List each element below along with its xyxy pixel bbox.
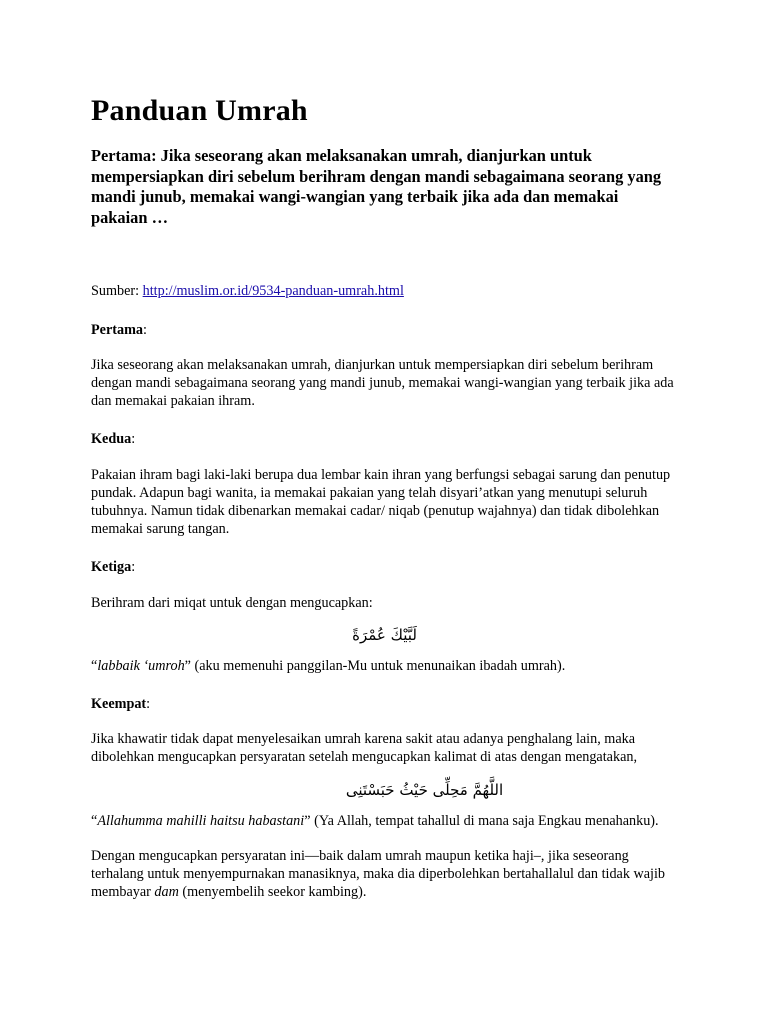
talbiyah-transliteration	[91, 657, 678, 675]
heading-colon: :	[131, 431, 136, 448]
section-text-keempat: Jika khawatir tidak dapat menyelesaikan umrah karena sakit atau adanya penghalang lain, maka dibolehkan mengucapkan persyaratan setelah mengucapkan kalimat di atas dengan mengatakan,	[91, 731, 638, 766]
condition-transliteration	[91, 812, 678, 830]
arabic-talbiyah: لَبَّيْكَ عُمْرَةً	[352, 625, 417, 644]
closing-text-end: (menyembelih seekor kambing).	[178, 884, 367, 901]
section-heading-ketiga	[91, 558, 678, 576]
section-heading-label: Ketiga	[91, 559, 132, 576]
section-heading-label: Pertama	[91, 321, 143, 338]
closing-italic-term: dam	[154, 884, 179, 901]
closing-text: Dengan mengucapkan persyaratan ini—baik dalam umrah maupun ketika haji–, jika seseorang terhalang untuk menyempurnakan manasiknya, maka dia diperbolehkan bertahallalul dan tidak wajib membayar	[91, 847, 666, 901]
heading-colon: :	[131, 559, 136, 576]
section-text-ketiga: Berihram dari miqat untuk dengan mengucapkan:	[91, 594, 373, 611]
open-quote: “	[91, 812, 98, 829]
translation-text: (Ya Allah, tempat tahallul di mana saja Engkau menahanku).	[310, 812, 659, 829]
transliteration-text: labbaik ‘umroh	[97, 657, 185, 674]
section-text-pertama: Jika seseorang akan melaksanakan umrah, dianjurkan untuk mempersiapkan diri sebelum berihram dengan mandi sebagaimana seorang yang mandi junub, memakai wangi-wangian yang terbaik jika ada dan memakai pakaian ihram.	[91, 356, 674, 410]
section-text-kedua: Pakaian ihram bagi laki-laki berupa dua lembar kain ihran yang berfungsi sebagai sarung dan penutup pundak. Adapun bagi wanita, ia memakai pakaian yang telah disyari’atkan yang menutupi seluruh tubuhnya. Namun tidak dibenarkan memakai cadar/ niqab (penutup wajahnya) dan tidak dibolehkan memakai sarung tangan.	[91, 466, 671, 538]
source-label: Sumber:	[91, 283, 143, 300]
transliteration-text: Allahumma mahilli haitsu habastani	[97, 812, 305, 829]
source-line	[91, 282, 678, 300]
source-link[interactable]: http://muslim.or.id/9534-panduan-umrah.html	[142, 283, 404, 300]
section-heading-label: Keempat	[91, 696, 147, 713]
section-heading-keempat	[91, 695, 678, 713]
heading-colon: :	[146, 696, 151, 713]
translation-text: (aku memenuhi panggilan-Mu untuk menunaikan ibadah umrah).	[190, 657, 566, 674]
open-quote: “	[91, 657, 98, 674]
close-quote: ”	[184, 657, 191, 674]
arabic-condition: اللَّهُمَّ مَحِلِّى حَيْثُ حَبَسْتَنِى	[345, 780, 504, 799]
section-heading-label: Kedua	[91, 431, 132, 448]
page-title: Panduan Umrah	[91, 94, 308, 127]
section-heading-kedua	[91, 430, 678, 448]
closing-paragraph	[91, 847, 678, 902]
heading-colon: :	[143, 321, 147, 338]
intro-summary: Pertama: Jika seseorang akan melaksanakan umrah, dianjurkan untuk mempersiapkan diri sebelum berihram dengan mandi sebagaimana seorang yang mandi junub, memakai wangi-wangian yang terbaik jika ada dan memakai pakaian …	[91, 146, 662, 227]
close-quote: ”	[304, 812, 311, 829]
section-heading-pertama	[91, 321, 678, 339]
